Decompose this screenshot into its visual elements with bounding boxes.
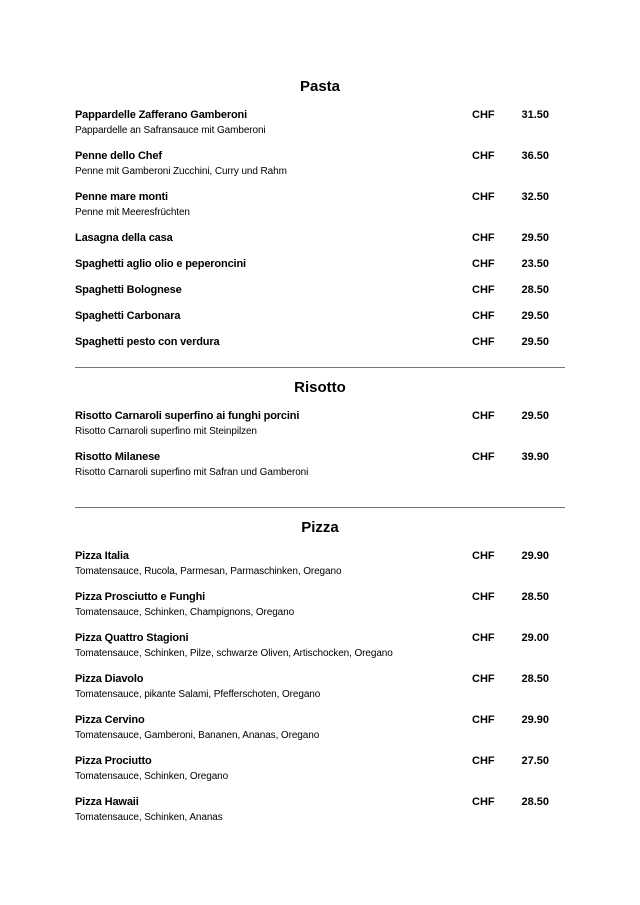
item-name: Penne dello Chef [75,150,162,162]
item-price: 28.50 [521,284,549,296]
menu-section-risotto [75,367,565,490]
item-description: Tomatensauce, Rucola, Parmesan, Parmaschinken, Oregano [75,566,342,577]
section-divider [75,367,565,368]
item-currency: CHF [472,310,495,322]
item-description: Tomatensauce, pikante Salami, Pfefferschoten, Oregano [75,689,321,700]
item-price: 39.90 [521,451,549,463]
section-heading: Risotto [294,379,346,396]
item-price: 29.50 [521,336,549,348]
item-price: 29.90 [521,550,549,562]
menu-item [75,589,565,621]
item-currency: CHF [472,150,495,162]
item-name: Pizza Prociutto [75,755,152,767]
item-name: Penne mare monti [75,191,168,203]
item-name: Pappardelle Zafferano Gamberoni [75,109,248,121]
item-description: Tomatensauce, Schinken, Oregano [75,771,229,782]
menu-item [75,334,565,350]
menu-item [75,308,565,324]
item-name: Pizza Italia [75,550,129,562]
menu-item [75,282,565,298]
item-name: Spaghetti aglio olio e peperoncini [75,258,246,270]
item-price: 29.90 [521,714,549,726]
menu-section-pizza [75,507,565,835]
item-name: Spaghetti Bolognese [75,284,182,296]
menu-item [75,671,565,703]
item-price: 36.50 [521,150,549,162]
menu-item [75,630,565,662]
item-name: Pizza Cervino [75,714,145,726]
item-name: Risotto Carnaroli superfino ai funghi porcini [75,410,300,422]
item-name: Lasagna della casa [75,232,173,244]
menu-item [75,408,565,440]
menu-item [75,449,565,481]
item-price: 28.50 [521,591,549,603]
item-price: 32.50 [521,191,549,203]
item-name: Spaghetti Carbonara [75,310,181,322]
item-description: Tomatensauce, Schinken, Ananas [75,812,223,823]
item-currency: CHF [472,714,495,726]
menu-item [75,712,565,744]
item-description: Risotto Carnaroli superfino mit Steinpilzen [75,426,257,437]
item-currency: CHF [472,109,495,121]
item-currency: CHF [472,284,495,296]
item-description: Tomatensauce, Schinken, Champignons, Oregano [75,607,295,618]
item-currency: CHF [472,410,495,422]
menu-item [75,753,565,785]
item-currency: CHF [472,755,495,767]
item-price: 23.50 [521,258,549,270]
item-price: 29.50 [521,410,549,422]
item-price: 27.50 [521,755,549,767]
item-price: 31.50 [521,109,549,121]
item-description: Penne mit Gamberoni Zucchini, Curry und Rahm [75,166,287,177]
section-heading: Pizza [301,519,339,536]
menu-item [75,256,565,272]
item-currency: CHF [472,796,495,808]
item-price: 29.50 [521,310,549,322]
menu-item [75,189,565,221]
menu-item [75,794,565,826]
item-name: Pizza Prosciutto e Funghi [75,591,206,603]
item-price: 29.00 [521,632,549,644]
menu-item [75,107,565,139]
item-price: 29.50 [521,232,549,244]
item-currency: CHF [472,336,495,348]
item-name: Spaghetti pesto con verdura [75,336,220,348]
item-currency: CHF [472,673,495,685]
item-price: 28.50 [521,796,549,808]
item-currency: CHF [472,632,495,644]
menu-item [75,548,565,580]
item-name: Risotto Milanese [75,451,161,463]
item-name: Pizza Hawaii [75,796,139,808]
item-description: Penne mit Meeresfrüchten [75,207,190,218]
section-divider [75,507,565,508]
item-currency: CHF [472,232,495,244]
item-description: Tomatensauce, Schinken, Pilze, schwarze Oliven, Artischocken, Oregano [75,648,393,659]
item-description: Tomatensauce, Gamberoni, Bananen, Ananas, Oregano [75,730,320,741]
section-heading: Pasta [299,78,341,95]
menu-section-pasta [75,77,565,360]
item-name: Pizza Diavolo [75,673,144,685]
item-description: Risotto Carnaroli superfino mit Safran und Gamberoni [75,467,309,478]
menu-item [75,230,565,246]
item-currency: CHF [472,591,495,603]
item-currency: CHF [472,191,495,203]
item-currency: CHF [472,258,495,270]
item-name: Pizza Quattro Stagioni [75,632,189,644]
item-currency: CHF [472,550,495,562]
menu-item [75,148,565,180]
item-description: Pappardelle an Safransauce mit Gamberoni [75,125,266,136]
item-currency: CHF [472,451,495,463]
item-price: 28.50 [521,673,549,685]
